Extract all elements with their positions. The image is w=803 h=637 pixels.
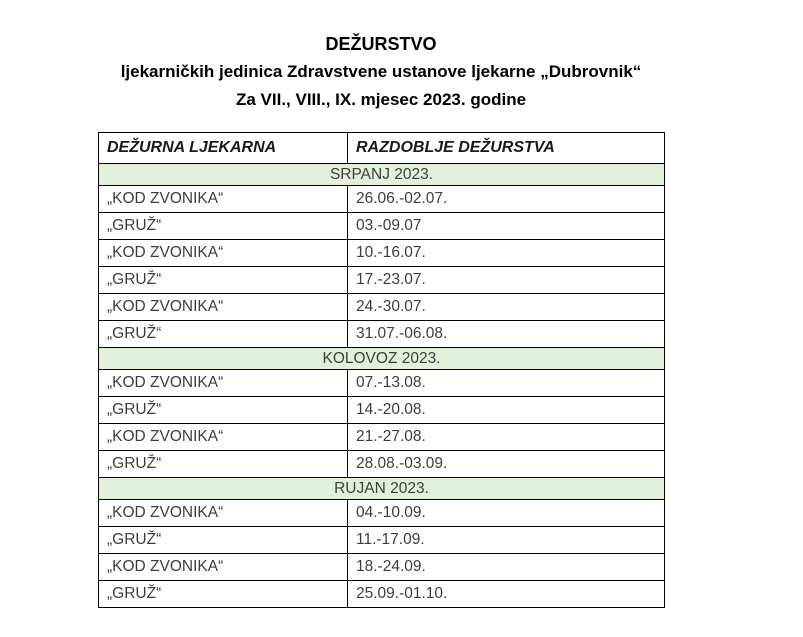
table-row — [99, 424, 665, 451]
period-cell: 31.07.-06.08. — [348, 321, 665, 348]
pharmacy-cell: „GRUŽ“ — [99, 527, 348, 554]
section-label: KOLOVOZ 2023. — [99, 348, 665, 370]
period-cell: 21.-27.08. — [348, 424, 665, 451]
period-cell: 04.-10.09. — [348, 500, 665, 527]
period-cell: 26.06.-02.07. — [348, 186, 665, 213]
table-row — [99, 554, 665, 581]
document-page — [98, 30, 664, 608]
pharmacy-cell: „KOD ZVONIKA“ — [99, 240, 348, 267]
pharmacy-cell: „KOD ZVONIKA“ — [99, 554, 348, 581]
table-row — [99, 500, 665, 527]
title-block — [98, 30, 664, 114]
pharmacy-cell: „GRUŽ“ — [99, 581, 348, 608]
page-period-line: Za VII., VIII., IX. mjesec 2023. godine — [235, 90, 527, 109]
table-header-row — [99, 133, 665, 164]
table-row — [99, 451, 665, 478]
pharmacy-cell: „KOD ZVONIKA“ — [99, 294, 348, 321]
period-cell: 18.-24.09. — [348, 554, 665, 581]
section-row — [99, 164, 665, 186]
table-row — [99, 294, 665, 321]
section-row — [99, 478, 665, 500]
table-row — [99, 527, 665, 554]
table-row — [99, 213, 665, 240]
period-cell: 03.-09.07 — [348, 213, 665, 240]
period-cell: 17.-23.07. — [348, 267, 665, 294]
table-row — [99, 397, 665, 424]
page-subtitle: ljekarničkih jedinica Zdravstvene ustanove ljekarne „Dubrovnik“ — [120, 62, 642, 81]
pharmacy-cell: „KOD ZVONIKA“ — [99, 186, 348, 213]
pharmacy-cell: „GRUŽ“ — [99, 451, 348, 478]
period-cell: 10.-16.07. — [348, 240, 665, 267]
table-row — [99, 240, 665, 267]
period-cell: 28.08.-03.09. — [348, 451, 665, 478]
period-cell: 07.-13.08. — [348, 370, 665, 397]
period-cell: 24.-30.07. — [348, 294, 665, 321]
period-cell: 11.-17.09. — [348, 527, 665, 554]
table-row — [99, 186, 665, 213]
pharmacy-cell: „GRUŽ“ — [99, 267, 348, 294]
page-title: DEŽURSTVO — [325, 34, 437, 54]
section-row — [99, 348, 665, 370]
table-row — [99, 321, 665, 348]
column-header-period: RAZDOBLJE DEŽURSTVA — [348, 133, 665, 164]
table-row — [99, 267, 665, 294]
pharmacy-cell: „GRUŽ“ — [99, 397, 348, 424]
pharmacy-cell: „KOD ZVONIKA“ — [99, 500, 348, 527]
pharmacy-cell: „GRUŽ“ — [99, 321, 348, 348]
pharmacy-cell: „GRUŽ“ — [99, 213, 348, 240]
table-row — [99, 581, 665, 608]
period-cell: 14.-20.08. — [348, 397, 665, 424]
table-body — [99, 164, 665, 608]
section-label: SRPANJ 2023. — [99, 164, 665, 186]
pharmacy-cell: „KOD ZVONIKA“ — [99, 424, 348, 451]
column-header-pharmacy: DEŽURNA LJEKARNA — [99, 133, 348, 164]
table-row — [99, 370, 665, 397]
duty-schedule-table — [98, 132, 665, 608]
period-cell: 25.09.-01.10. — [348, 581, 665, 608]
section-label: RUJAN 2023. — [99, 478, 665, 500]
pharmacy-cell: „KOD ZVONIKA“ — [99, 370, 348, 397]
